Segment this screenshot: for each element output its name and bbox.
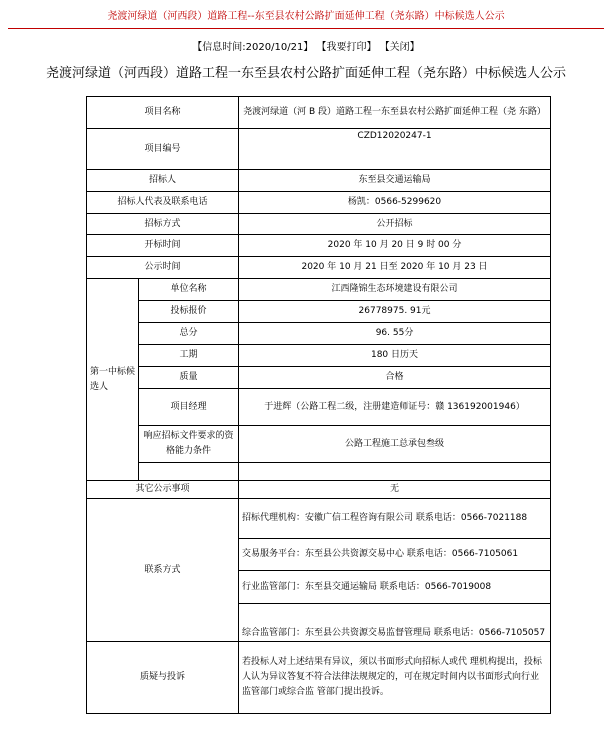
- contact-line-agency: 招标代理机构：安徽广信工程咨询有限公司 联系电话：0566-7021188: [239, 499, 551, 539]
- contact-line-platform: 交易服务平台：东至县公共资源交易中心 联系电话：0566-7105061: [239, 539, 551, 571]
- divider: [8, 28, 604, 29]
- table-row: [87, 170, 551, 192]
- table-row: [87, 481, 551, 499]
- page-title: 尧渡河绿道（河西段）道路工程一东至县农村公路扩面延伸工程（尧东路）中标候选人公示: [45, 66, 566, 81]
- project-no-value: CZD12020247-1: [239, 129, 551, 170]
- table-row: [87, 367, 551, 389]
- candidate-spacer: [239, 463, 551, 481]
- table-row: [87, 97, 551, 129]
- candidate-spacer: [139, 463, 239, 481]
- info-time: 【信息时间:2020/10/21】: [192, 42, 314, 53]
- table-row: [87, 463, 551, 481]
- qualification-label: 响应招标文件要求的资格能力条件: [139, 426, 239, 463]
- tenderer-label: 招标人: [87, 170, 239, 192]
- complaint-value: 若投标人对上述结果有异议，须以书面形式向招标人或代 理机构提出，投标人认为异议答复不符合法律法规规定的，可在规定时间内以书面形式向行业监管部门或综合监 管部门提出投诉。: [239, 642, 551, 714]
- table-row: [87, 345, 551, 367]
- contact-value: 杨凯：0566-5299620: [239, 192, 551, 214]
- project-no-label: 项目编号: [87, 129, 239, 170]
- table-row: [87, 499, 551, 539]
- table-row: [87, 426, 551, 463]
- open-time-value: 2020 年 10 月 20 日 9 时 00 分: [239, 235, 551, 257]
- period-label: 工期: [139, 345, 239, 367]
- manager-label: 项目经理: [139, 389, 239, 426]
- notice-top-title: 尧渡河绿道（河西段）道路工程--东至县农村公路扩面延伸工程（尧东路）中标候选人公示: [107, 11, 505, 22]
- quality-label: 质量: [139, 367, 239, 389]
- method-label: 招标方式: [87, 214, 239, 235]
- table-row: [87, 129, 551, 170]
- print-link[interactable]: 【我要打印】: [316, 42, 377, 53]
- contact-line-industry: 行业监管部门：东至县交通运输局 联系电话：0566-7019008: [239, 571, 551, 604]
- method-value: 公开招标: [239, 214, 551, 235]
- table-row: [87, 323, 551, 345]
- company-value: 江西隆锦生态环境建设有限公司: [239, 279, 551, 301]
- bid-price-label: 投标报价: [139, 301, 239, 323]
- info-bar: [0, 38, 612, 53]
- company-label: 单位名称: [139, 279, 239, 301]
- table-row: [87, 235, 551, 257]
- qualification-value: 公路工程施工总承包叁级: [239, 426, 551, 463]
- close-link[interactable]: 【关闭】: [379, 42, 420, 53]
- score-label: 总分: [139, 323, 239, 345]
- quality-value: 合格: [239, 367, 551, 389]
- other-label: 其它公示事项: [87, 481, 239, 499]
- project-name-label: 项目名称: [87, 97, 239, 129]
- table-row: [87, 301, 551, 323]
- table-row: [87, 192, 551, 214]
- publicity-label: 公示时间: [87, 257, 239, 279]
- table-row: [87, 214, 551, 235]
- other-value: 无: [239, 481, 551, 499]
- manager-value: 于进辉（公路工程二级，注册建造师证号：赣 136192001946）: [239, 389, 551, 426]
- contact-method-label: 联系方式: [87, 499, 239, 642]
- table-row: [87, 257, 551, 279]
- contact-line-supervision: 综合监管部门：东至县公共资源交易监督管理局 联系电话：0566-7105057: [239, 604, 551, 642]
- complaint-label: 质疑与投诉: [87, 642, 239, 714]
- tenderer-value: 东至县交通运输局: [239, 170, 551, 192]
- table-row: [87, 279, 551, 301]
- period-value: 180 日历天: [239, 345, 551, 367]
- table-row: [87, 389, 551, 426]
- contact-label: 招标人代表及联系电话: [87, 192, 239, 214]
- candidate-group-label: 第一中标候选人: [87, 279, 139, 481]
- table-row: [87, 642, 551, 714]
- open-time-label: 开标时间: [87, 235, 239, 257]
- score-value: 96. 55分: [239, 323, 551, 345]
- project-name-value: 尧渡河绿道（河 B 段）道路工程一东至县农村公路扩面延伸工程（尧 东路）: [239, 97, 551, 129]
- publicity-value: 2020 年 10 月 21 日至 2020 年 10 月 23 日: [239, 257, 551, 279]
- bid-price-value: 26778975. 91元: [239, 301, 551, 323]
- notice-table: [86, 96, 551, 714]
